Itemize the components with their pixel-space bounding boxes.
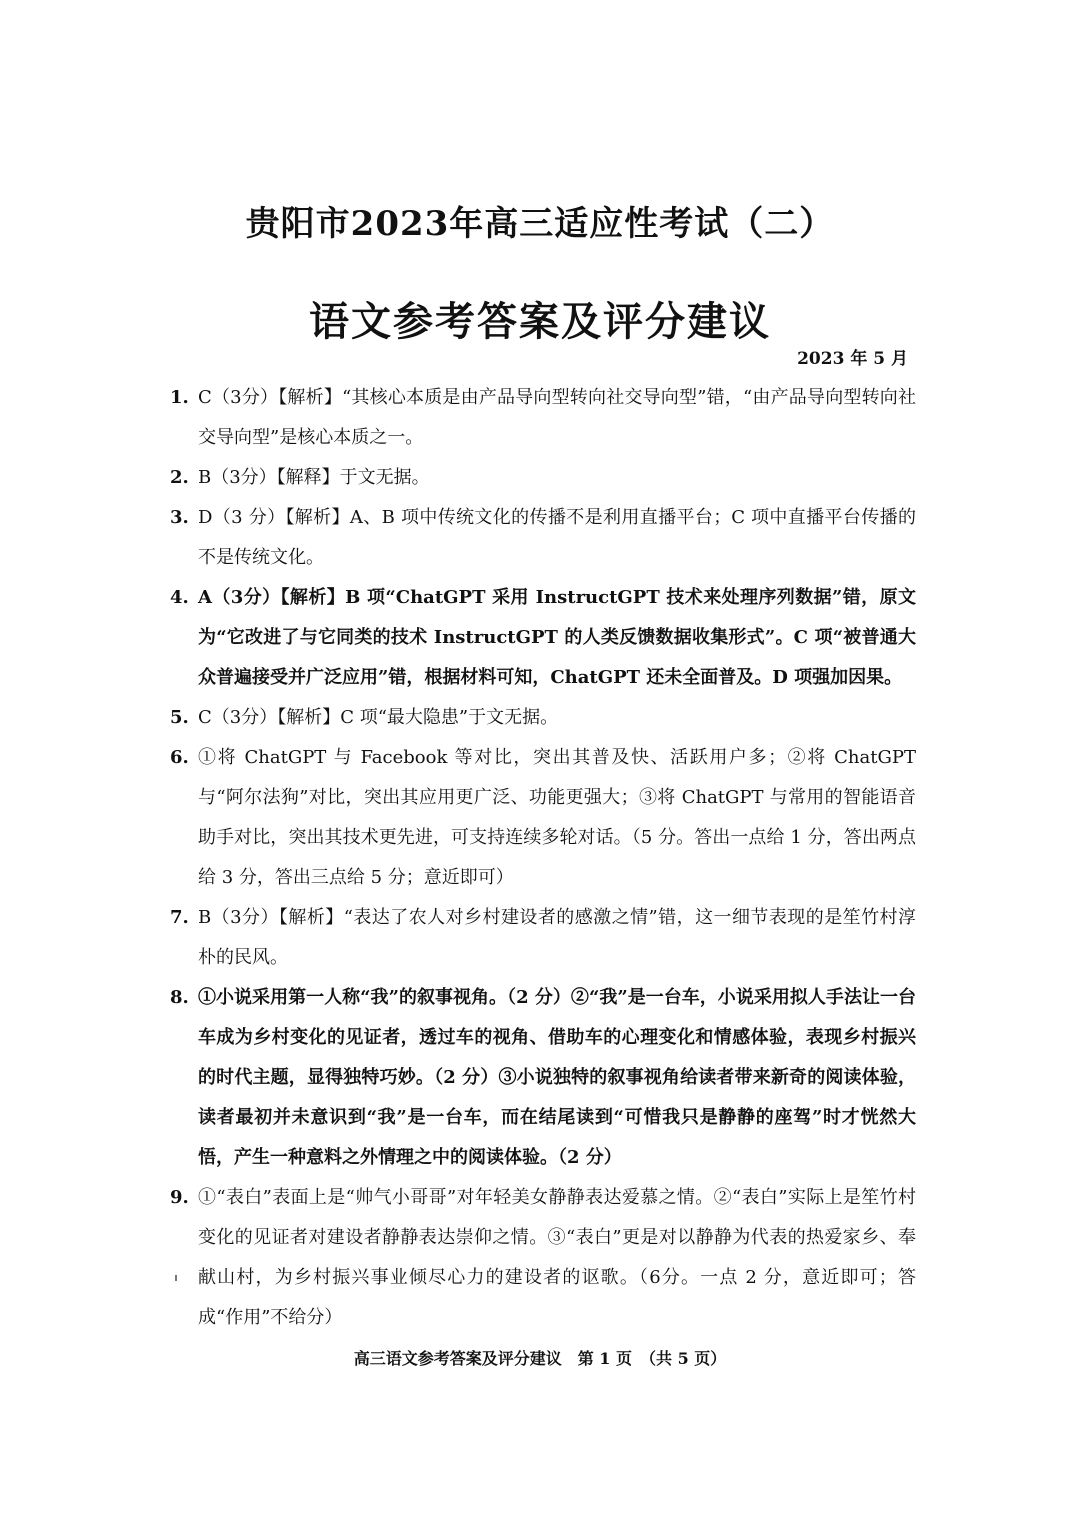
answer-text: C（3分）【解析】C 项“最大隐患”于文无据。 [198,707,559,728]
answer-number: 3. [170,507,189,528]
answer-text: B（3分）【解析】“表达了农人对乡村建设者的感激之情”错，这一细节表现的是笙竹村淳朴的民风。 [198,907,916,968]
page-footer: 高三语文参考答案及评分建议 第 1 页 （共 5 页） [353,1349,727,1368]
answer-text: B（3分）【解释】于文无据。 [198,467,430,488]
answer-item-8 [170,978,916,1178]
answer-list [170,378,916,1338]
answer-text: ①将 ChatGPT 与 Facebook 等对比，突出其普及快、活跃用户多；②将 ChatGPT 与“阿尔法狗”对比，突出其应用更广泛、功能更强大；③将 ChatGPT 与常用的智能语音助手对比，突出其技术更先进，可支持连续多轮对话。（5 分。答出一点给 1 分，答出两点给 3 分，答出三点给 5 分；意近即可） [198,747,916,888]
answer-item-1 [170,378,916,458]
answer-number: 9. [170,1187,189,1208]
answer-text: D（3 分）【解析】A、B 项中传统文化的传播不是利用直播平台；C 项中直播平台传播的不是传统文化。 [198,507,916,568]
answer-text: A（3分）【解析】B 项“ChatGPT 采用 InstructGPT 技术来处理序列数据”错，原文为“它改进了与它同类的技术 InstructGPT 的人类反馈数据收集形式”。C 项“被普通大众普遍接受并广泛应用”错，根据材料可知，ChatGPT 还未全面普及。D 项强加因果。 [198,587,916,688]
answer-number: 1. [170,387,189,408]
answer-item-7 [170,898,916,978]
scan-speck [175,1275,177,1281]
answer-item-4 [170,578,916,698]
answer-item-5 [170,698,916,738]
answer-item-2 [170,458,916,498]
answer-number: 8. [170,987,189,1008]
answer-number: 6. [170,747,189,768]
document-title: 贵阳市2023年高三适应性考试（二） [245,204,835,244]
answer-text: C（3分）【解析】“其核心本质是由产品导向型转向社交导向型”错，“由产品导向型转向社交导向型”是核心本质之一。 [198,387,916,448]
answer-text: ①“表白”表面上是“帅气小哥哥”对年轻美女静静表达爱慕之情。②“表白”实际上是笙竹村变化的见证者对建设者静静表达崇仰之情。③“表白”更是对以静静为代表的热爱家乡、奉献山村，为乡村振兴事业倾尽心力的建设者的讴歌。（6分。一点 2 分，意近即可；答成“作用”不给分） [198,1187,916,1328]
answer-item-9 [170,1178,916,1338]
answer-number: 5. [170,707,189,728]
document-date: 2023 年 5 月 [797,349,908,369]
answer-text: ①小说采用第一人称“我”的叙事视角。（2 分）②“我”是一台车，小说采用拟人手法让一台车成为乡村变化的见证者，透过车的视角、借助车的心理变化和情感体验，表现乡村振兴的时代主题，显得独特巧妙。（2 分）③小说独特的叙事视角给读者带来新奇的阅读体验，读者最初并未意识到“我”是一台车，而在结尾读到“可惜我只是静静的座驾”时才恍然大悟，产生一种意料之外情理之中的阅读体验。（2 分） [198,987,916,1168]
answer-item-3 [170,498,916,578]
answer-number: 7. [170,907,189,928]
document-subtitle: 语文参考答案及评分建议 [309,298,771,345]
answer-number: 4. [170,587,189,608]
answer-number: 2. [170,467,189,488]
answer-item-6 [170,738,916,898]
